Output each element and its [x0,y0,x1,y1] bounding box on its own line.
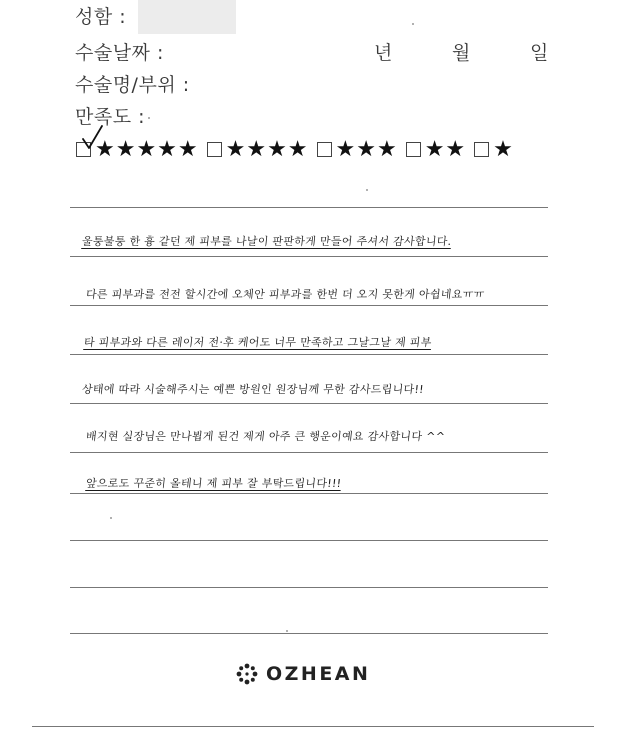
flower-dots-icon [236,663,258,685]
writing-line [70,493,548,494]
rating-checkbox-2[interactable] [406,142,421,157]
check-mark-icon [80,122,106,152]
rating-stars-2: ★★ [424,136,467,162]
paper-speck [366,189,368,191]
review-line-4: 상태에 따라 시술해주시는 예쁜 방원인 원장님께 무한 감사드립니다!! [81,383,425,396]
writing-line [70,587,548,588]
rating-stars-5: ★★★★★ [95,136,199,162]
review-line-2: 다른 피부과를 전전 할시간에 오체안 피부과를 한번 더 오지 못한게 아쉽네요ㅠㅠ [85,288,486,301]
paper-speck [148,117,150,119]
rating-checkbox-1[interactable] [474,142,489,157]
page-bottom-line [32,726,594,727]
writing-line [70,633,548,634]
review-line-1: 울퉁불퉁 한 흉 같던 제 피부를 나날이 판판하게 만들어 주셔서 감사합니다. [81,235,453,248]
date-month-unit: 월 [452,42,471,64]
procedure-label: 수술명/부위 : [75,74,190,96]
surgery-date-label: 수술날짜 : [75,42,164,64]
brand-logo [236,660,370,688]
review-line-6: 앞으로도 꾸준히 올테니 제 피부 잘 부탁드립니다!!! [85,477,343,490]
writing-line [70,354,548,355]
rating-options [76,134,514,164]
writing-line [70,540,548,541]
rating-stars-4: ★★★★ [225,136,309,162]
rating-stars-3: ★★★ [335,136,398,162]
paper-speck [286,630,288,632]
writing-line [70,403,548,404]
rating-stars-1: ★ [493,136,514,162]
paper-speck [412,23,414,25]
writing-line [70,256,548,257]
brand-name: OZHEAN [266,663,371,685]
paper-speck [110,517,112,519]
date-year-unit: 년 [374,42,393,64]
writing-line [70,305,548,306]
rating-checkbox-4[interactable] [207,142,222,157]
rating-checkbox-3[interactable] [317,142,332,157]
review-line-3: 타 피부과와 다른 레이저 전·후 케어도 너무 만족하고 그날그날 제 피부 [83,336,433,349]
writing-line [70,452,548,453]
name-label: 성함 : [75,6,127,28]
date-day-unit: 일 [530,42,549,64]
writing-line [70,207,548,208]
redacted-name-box [138,0,236,34]
satisfaction-label: 만족도 : [75,106,146,128]
review-line-5: 배지현 실장님은 만나뵙게 된건 제게 아주 큰 행운이예요 감사합니다 ^^ [85,430,446,443]
